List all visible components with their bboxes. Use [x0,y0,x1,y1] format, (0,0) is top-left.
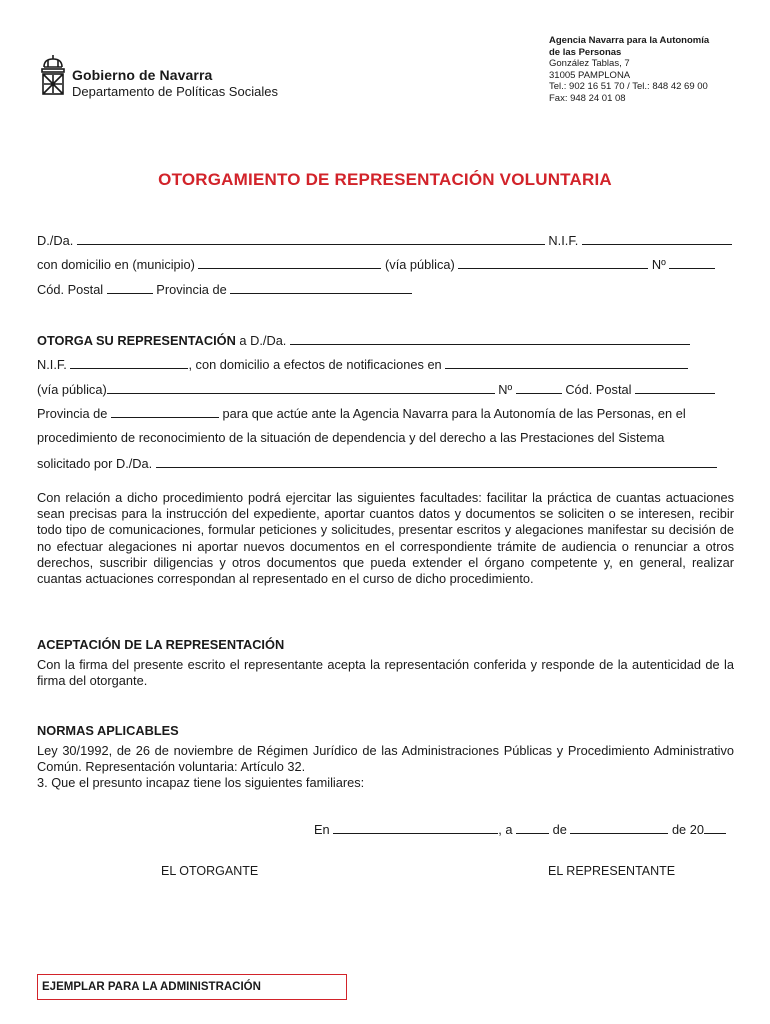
agency-phone: Tel.: 902 16 51 70 / Tel.: 848 42 69 00 [549,81,708,93]
solicitado-label: solicitado por D./Da. [37,456,153,471]
representative-num-field[interactable] [516,381,562,394]
representation-heading: OTORGA SU REPRESENTACIÓN [37,333,236,348]
grantor-nif-field[interactable] [582,232,732,245]
normas-text: Ley 30/1992, de 26 de noviembre de Régimen Jurídico de las Administraciones Públicas y Procedimiento Administrativo Común. Representación voluntaria: Artículo 32. [37,743,734,775]
grantor-provincia-field[interactable] [230,281,412,294]
representation-solicitado-row [37,455,734,471]
grantor-nif-label: N.I.F. [548,233,579,248]
representative-via-field[interactable] [107,381,495,394]
agency-fax: Fax: 948 24 01 08 [549,92,626,104]
month-field[interactable] [570,821,668,834]
grantor-name-field[interactable] [77,232,545,245]
representative-address-row [37,381,734,397]
year-label: de 20 [671,822,704,837]
facultades-paragraph: Con relación a dicho procedimiento podrá ejercitar las siguientes facultades: facilitar la práctica de cuantas actuaciones sean precisas para la instrucción del expediente, aportar cuantos datos y documentos se soliciten o se interesen, recibir todo tipo de comunicaciones, formular peticiones y solicitudes, presentar escritos y alegaciones manifestar su decisión de no efectuar alegaciones ni aportar nuevos documentos en el correspondiente trámite de audiencia o renunciar a otros derechos, suscribir diligencias y otros documentos que pueda extender el órgano competente y, en general, realizar cuantas actuaciones correspondan al representado en el curso de dicho procedimiento. [37,490,734,587]
aceptacion-text: Con la firma del presente escrito el representante acepta la representación conferida y responde de la autenticidad de la firma del otorgante. [37,657,734,689]
representative-nif-field[interactable] [70,356,188,369]
grantor-cp-label: Cód. Postal [37,282,104,297]
representation-procedimiento-row [37,430,734,445]
year-field[interactable] [704,821,726,834]
agency-name-line1: Agencia Navarra para la Autonomía [549,35,710,46]
representative-cp-label: Cód. Postal [565,382,632,397]
normas-heading: NORMAS APLICABLES [37,723,179,738]
grantor-name-row [37,232,734,248]
grantor-cp-field[interactable] [107,281,153,294]
representative-provincia-label: Provincia de [37,406,108,421]
representative-via-label: (vía pública) [37,382,107,397]
grantor-num-field[interactable] [669,256,715,269]
representative-name-row [37,332,734,348]
grantor-provincia-label: Provincia de [156,282,227,297]
copy-destination-box: EJEMPLAR PARA LA ADMINISTRACIÓN [37,974,347,1000]
gobierno-navarra-logo-icon [38,55,68,97]
representation-ante-text: para que actúe ante la Agencia Navarra para la Autonomía de las Personas, en el [222,406,686,421]
representative-cp-field[interactable] [635,381,715,394]
page-title: OTORGAMIENTO DE REPRESENTACIÓN VOLUNTARIA [158,170,612,189]
grantor-via-field[interactable] [458,256,648,269]
agency-street: González Tablas, 7 [549,58,630,70]
agency-address-block [549,35,709,105]
agency-city: 31005 PAMPLONA [549,69,631,81]
grantor-num-label: Nº [651,257,666,272]
representative-nif-row [37,356,734,372]
grantor-dda-label: D./Da. [37,233,74,248]
place-label: En [314,822,330,837]
representative-provincia-row [37,405,734,421]
grantor-via-label: (vía pública) [385,257,455,272]
grantor-municipio-label: con domicilio en (municipio) [37,257,195,272]
representante-signature-label: EL REPRESENTANTE [548,864,676,878]
government-name: Gobierno de Navarra [72,67,213,83]
representative-name-field[interactable] [290,332,690,345]
solicitado-field[interactable] [156,455,717,468]
place-date-row [314,821,734,837]
grantor-address-row [37,256,734,272]
representation-procedimiento-text: procedimiento de reconocimiento de la situación de dependencia y del derecho a las Prestaciones del Sistema [37,430,665,445]
department-name: Departamento de Políticas Sociales [72,84,278,99]
grantor-postal-row [37,281,734,297]
otorgante-signature-label: EL OTORGANTE [161,864,259,878]
representative-domicilio-label: , con domicilio a efectos de notificaciones en [188,357,442,372]
normas-item-3: 3. Que el presunto incapaz tiene los siguientes familiares: [37,775,365,790]
representative-provincia-field[interactable] [111,405,219,418]
representative-num-label: Nº [498,382,513,397]
day-label: , a [498,822,513,837]
aceptacion-heading: ACEPTACIÓN DE LA REPRESENTACIÓN [37,637,285,652]
representative-dda-label: a D./Da. [239,333,287,348]
grantor-municipio-field[interactable] [198,256,381,269]
representative-domicilio-field[interactable] [445,356,688,369]
agency-name-line2: de las Personas [549,46,622,58]
representative-nif-label: N.I.F. [37,357,67,372]
month-label: de [552,822,567,837]
day-field[interactable] [516,821,549,834]
place-field[interactable] [333,821,498,834]
